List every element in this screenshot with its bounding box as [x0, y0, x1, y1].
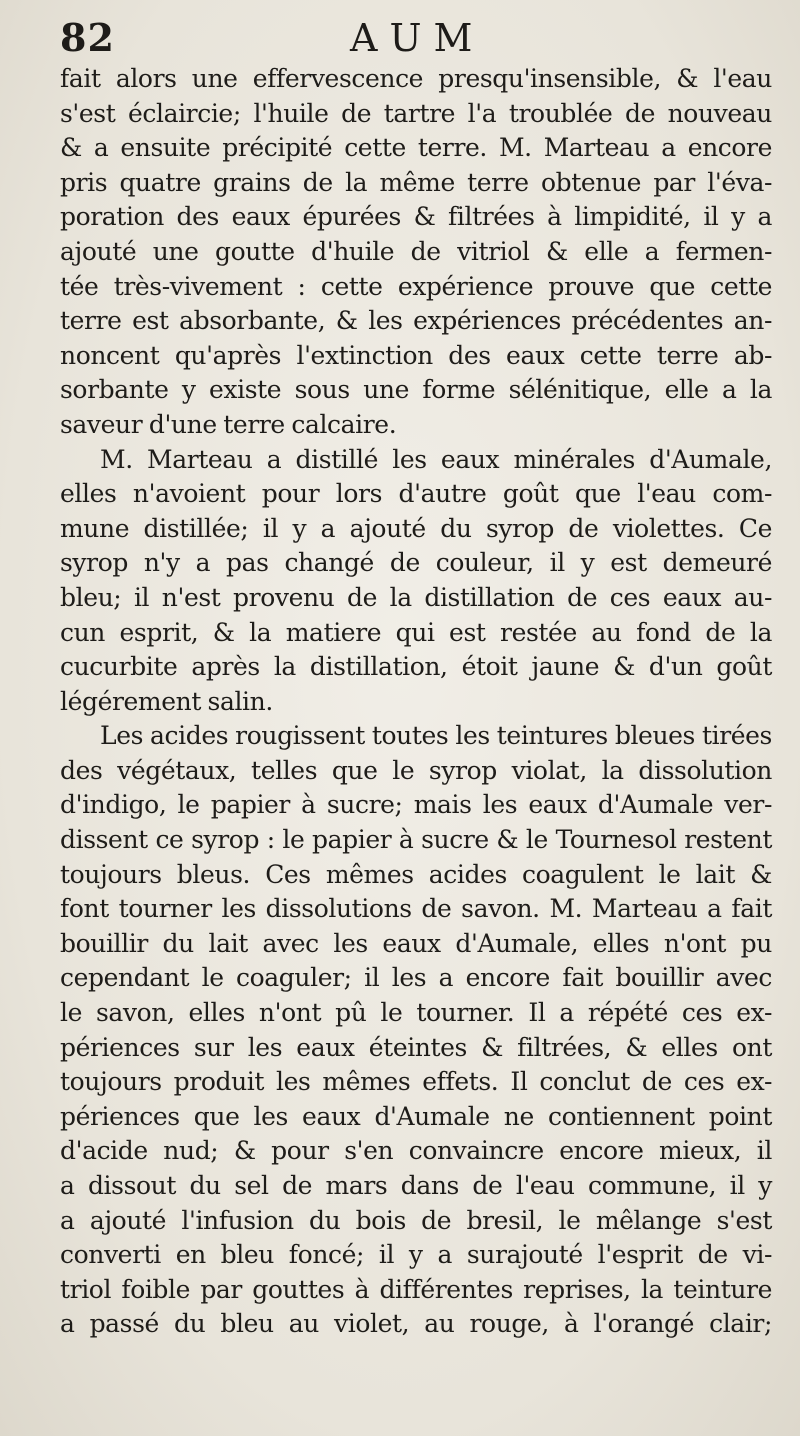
text-line: saveur d'une terre calcaire. — [60, 409, 397, 439]
page-number: 82 — [60, 15, 115, 60]
text-line: Les acides rougissent toutes les teintures bleues tirées — [100, 721, 772, 751]
text-line: périences sur les eaux éteintes & filtrées, & elles ont — [60, 1032, 772, 1062]
text-line: toujours produit les mêmes effets. Il conclut de ces ex- — [60, 1067, 772, 1097]
text-line: d'indigo, le papier à sucre; mais les eaux d'Aumale ver- — [60, 790, 772, 820]
text-line: terre est absorbante, & les expériences précédentes an- — [60, 306, 772, 336]
text-line: fait alors une effervescence presqu'insensible, & l'eau — [60, 64, 772, 93]
text-line: dissent ce syrop : le papier à sucre & le Tournesol restent — [60, 825, 772, 855]
text-line: elles n'avoient pour lors d'autre goût que l'eau com- — [60, 479, 772, 509]
text-line: noncent qu'après l'extinction des eaux cette terre ab- — [60, 340, 772, 370]
text-line: tée très-vivement : cette expérience prouve que cette — [60, 271, 772, 301]
text-line: bouillir du lait avec les eaux d'Aumale, elles n'ont pu — [60, 928, 772, 958]
text-line: périences que les eaux d'Aumale ne contiennent point — [60, 1101, 772, 1131]
text-line: & a ensuite précipité cette terre. M. Marteau a encore — [60, 133, 772, 163]
text-line: converti en bleu foncé; il y a surajouté l'esprit de vi- — [60, 1240, 772, 1270]
text-line: cependant le coaguler; il les a encore fait bouillir avec — [60, 963, 772, 993]
page-header — [60, 14, 780, 64]
text-line: bleu; il n'est provenu de la distillation de ces eaux au- — [60, 582, 772, 612]
text-line: mune distillée; il y a ajouté du syrop de violettes. Ce — [60, 513, 772, 543]
text-line: légérement salin. — [60, 686, 273, 716]
text-line: cucurbite après la distillation, étoit jaune & d'un goût — [60, 652, 772, 682]
text-line: s'est éclaircie; l'huile de tartre l'a troublée de nouveau — [60, 98, 772, 128]
text-line: toujours bleus. Ces mêmes acides coagulent le lait & — [60, 859, 772, 889]
text-line: des végétaux, telles que le syrop violat, la dissolution — [60, 755, 772, 785]
text-line: poration des eaux épurées & filtrées à limpidité, il y a — [60, 202, 772, 232]
text-line: triol foible par gouttes à différentes reprises, la teinture — [60, 1274, 772, 1304]
text-line: ajouté une goutte d'huile de vitriol & elle a fermen- — [60, 236, 772, 266]
body-text — [60, 62, 772, 1342]
text-line: font tourner les dissolutions de savon. M. Marteau a fait — [60, 894, 772, 924]
text-line: M. Marteau a distillé les eaux minérales d'Aumale, — [100, 444, 772, 474]
running-head: AUM — [350, 16, 485, 60]
text-line: d'acide nud; & pour s'en convaincre encore mieux, il — [60, 1136, 772, 1166]
text-line: syrop n'y a pas changé de couleur, il y est demeuré — [60, 548, 772, 578]
text-line: le savon, elles n'ont pû le tourner. Il a répété ces ex- — [60, 998, 772, 1028]
text-line: sorbante y existe sous une forme sélénitique, elle a la — [60, 375, 772, 405]
text-line: a passé du bleu au violet, au rouge, à l'orangé clair; — [60, 1309, 772, 1339]
text-line: a ajouté l'infusion du bois de bresil, le mêlange s'est — [60, 1205, 772, 1235]
text-line: cun esprit, & la matiere qui est restée au fond de la — [60, 617, 772, 647]
text-line: pris quatre grains de la même terre obtenue par l'éva- — [60, 167, 772, 197]
text-line: a dissout du sel de mars dans de l'eau commune, il y — [60, 1171, 772, 1200]
